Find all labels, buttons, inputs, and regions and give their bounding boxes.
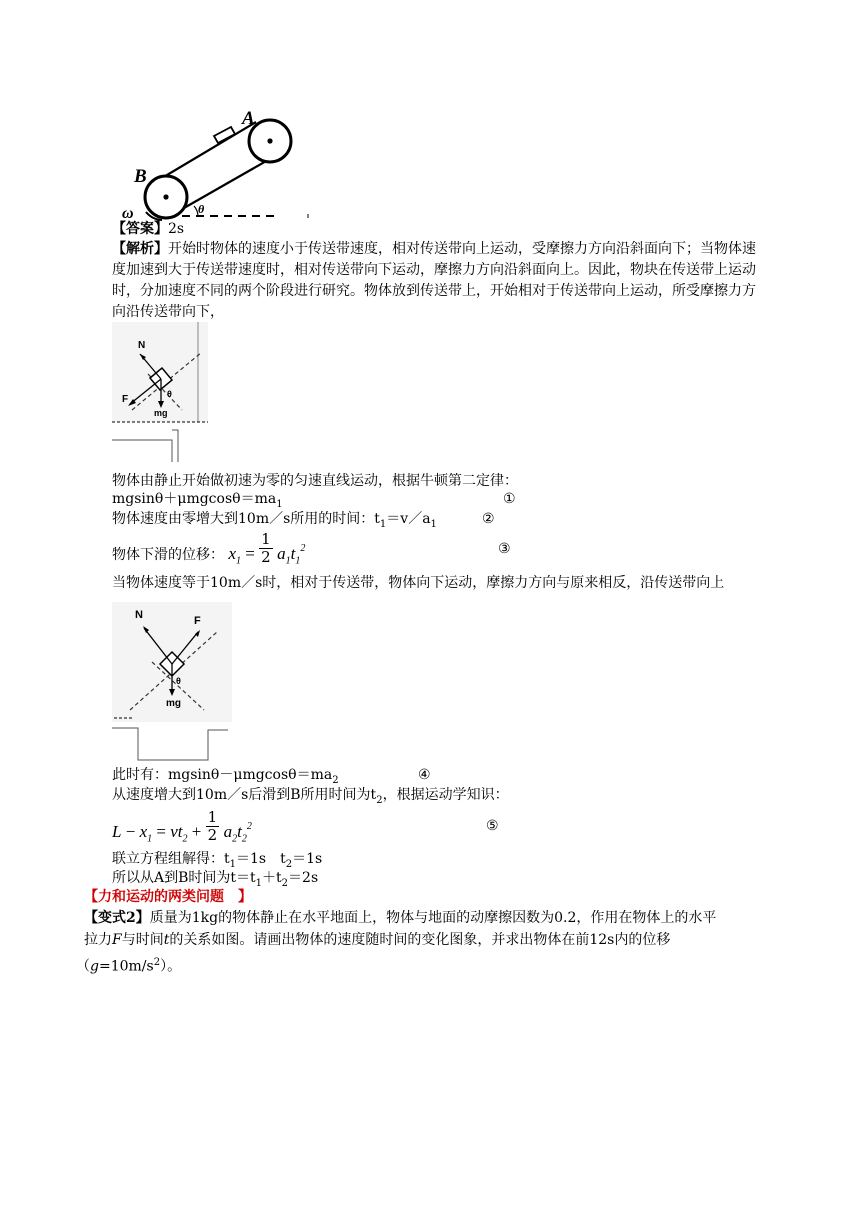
- step1-after: 当物体速度等于10m／s时，相对于传送带，物体向下运动，摩擦力方向与原来相反，沿传送带向上: [112, 575, 725, 591]
- variant-label: 【变式2】: [84, 910, 150, 926]
- equation-3: 物体下滑的位移： $x_1$ = $\frac{1}{2}$ $a_1t_1^2$: [112, 529, 306, 567]
- variant-line-3: $(g=10m/s^2)$。: [76, 957, 182, 975]
- solve-line: 联立方程组解得：$t_1=1s$ $t_2=1s$: [112, 851, 323, 870]
- analysis-line-3: 时，分加速度不同的两个阶段进行研究。物体放到传送带上，开始相对于传送带向上运动，所受摩擦力方: [112, 283, 756, 299]
- answer-line: [112, 220, 184, 238]
- equation-4: 此时有：$mgsin\theta-\mu mgcos\theta=ma_2$: [112, 767, 339, 786]
- label-a: A: [242, 108, 255, 129]
- label-theta: θ: [167, 389, 172, 399]
- section-title: 【力和运动的两类问题 】: [84, 889, 252, 905]
- conveyor-belt-figure: [110, 100, 320, 225]
- label-f: F: [122, 394, 129, 405]
- total-time-line: 所以从A到B时间为$t=t_1+t_2=2s$: [112, 870, 319, 889]
- variant-line-2: 拉力F与时间t的关系如图。请画出物体的速度随时间的变化图象，并求出物体在前12s内的位移: [84, 932, 671, 948]
- label-f: F: [194, 615, 201, 627]
- label-mg: mg: [166, 698, 181, 709]
- equation-1: $mgsin\theta+\mu mgcos\theta=ma_1$: [112, 491, 283, 510]
- analysis-label: 【解析】: [112, 241, 168, 257]
- answer-value: 2s: [168, 221, 185, 237]
- step2-intro: 从速度增大到10m／s后滑到B所用时间为$t_2$，根据运动学知识：: [112, 787, 509, 806]
- force-diagram-2: [112, 602, 232, 762]
- label-mg: mg: [154, 408, 168, 418]
- label-n: N: [138, 340, 146, 351]
- step1-intro: 物体由静止开始做初速为零的匀速直线运动，根据牛顿第二定律：: [112, 473, 518, 489]
- label-omega: ω: [122, 205, 134, 222]
- answer-label: 【答案】: [112, 221, 168, 237]
- equation-1-mark: ①: [503, 491, 516, 507]
- label-n: N: [135, 609, 143, 621]
- analysis-line-2: 度加速到大于传送带速度时，相对传送带向下运动，摩擦力方向沿斜面向上。因此，物块在传送带上运动: [112, 262, 756, 278]
- label-theta: θ: [198, 202, 205, 216]
- force-diagram-1: [112, 322, 208, 462]
- label-b: B: [134, 166, 147, 187]
- equation-4-mark: ④: [418, 767, 431, 783]
- analysis-line-1: 【解析】开始时物体的速度小于传送带速度，相对传送带向上运动，受摩擦力方向沿斜面向下；当物体速: [112, 241, 756, 257]
- variant-line-1: 【变式2】质量为1kg的物体静止在水平地面上，物体与地面的动摩擦因数为0.2，作用在物体上的水平: [84, 910, 717, 926]
- equation-5: $L - x_1 = vt_2$ + $\frac{1}{2}$ $a_2t_2^2$: [112, 807, 252, 845]
- equation-3-mark: ③: [498, 541, 511, 557]
- label-theta: θ: [176, 676, 181, 686]
- equation-2: 物体速度由零增大到10m／s所用的时间：$t_1=v/a_1$: [112, 511, 437, 530]
- analysis-line-4: 向沿传送带向下，: [112, 304, 224, 320]
- equation-2-mark: ②: [482, 511, 495, 527]
- equation-5-mark: ⑤: [486, 818, 499, 834]
